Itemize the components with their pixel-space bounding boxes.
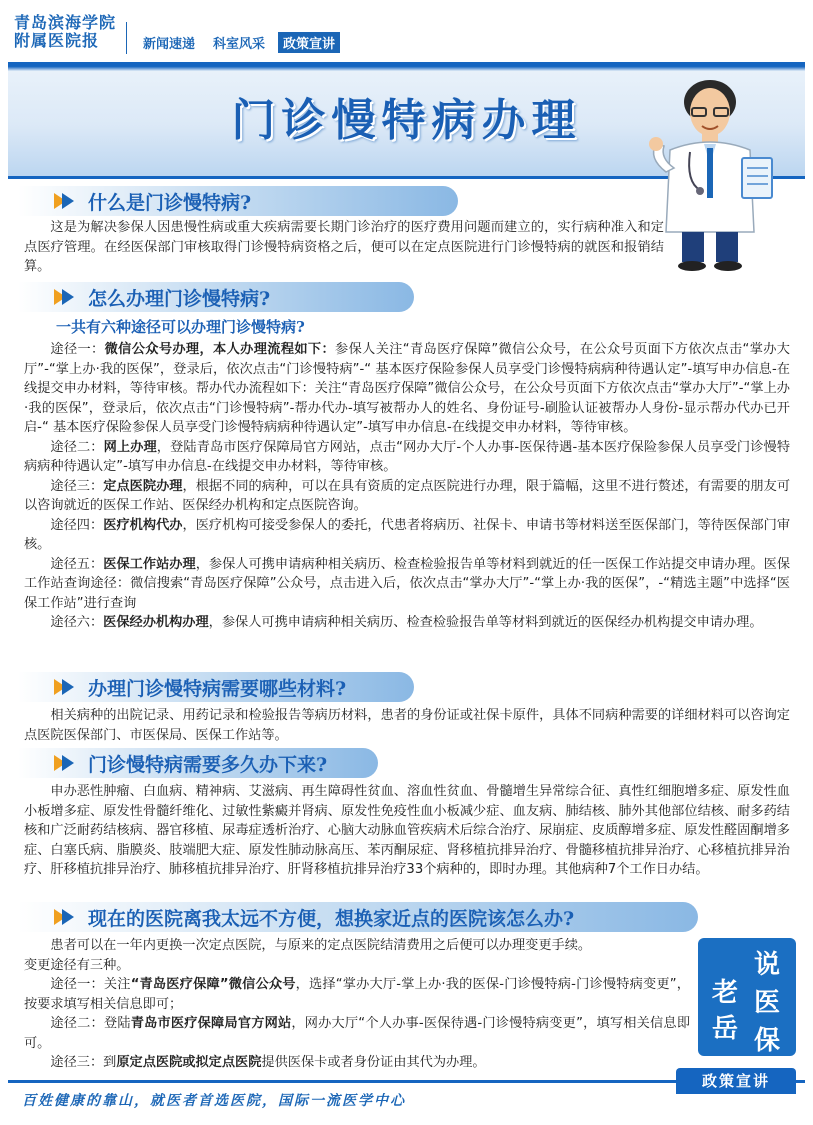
paragraph: 变更途径有三种。 [24, 957, 130, 973]
masthead [0, 0, 813, 62]
paragraph: 相关病种的出院记录、用药记录和检验报告等病历材料，患者的身份证或社保卡原件，具体不同病种需要的详细材料可以咨询定点医院医保部门、市医保局、医保工作站等。 [24, 708, 790, 743]
page-title: 门诊慢特病办理 [231, 95, 582, 146]
section-body-what-is [24, 218, 664, 277]
double-arrow-icon [54, 907, 74, 927]
method-2: 途径二：网上办理，登陆青岛市医疗保障局官方网站，点击“网办大厅-个人办事-医保待遇-基本医疗保险参保人员享受门诊慢特病病种待遇认定”-填写申办信息-在线提交申办材料，等待审核。 [24, 439, 791, 474]
section-body-duration [24, 782, 790, 880]
double-arrow-icon [54, 287, 74, 307]
paragraph: 申办恶性肿瘤、白血病、精神病、艾滋病、再生障碍性贫血、溶血性贫血、骨髓增生异常综合征、真性红细胞增多症、原发性血小板增多症、原发性骨髓纤维化、过敏性紫癜并肾病、原发性免疫性血小板减少症、血友病、肺结核、肺外其他部位结核、耐多药结核和广泛耐药结核病、器官移植、尿毒症透析治疗、心脑大动脉血管疾病术后综合治疗、尿崩症、皮质醇增多症、原发性醛固酮增多症、白塞氏病、脂膜炎、肢端肥大症、原发性肺动脉高压、苯丙酮尿症、肾移植抗排异治疗、骨髓移植抗排异治疗、心移植抗排异治疗、肝移植抗排异治疗、肺移植抗排异治疗、肝肾移植抗排异治疗33个病种的，即时办理。其他病种7个工作日办结。 [24, 784, 790, 877]
section-heading-change-hospital [18, 902, 698, 932]
newspaper-name-line1: 青岛滨海学院 [14, 13, 117, 32]
nav-policy[interactable]: 政策宣讲 [278, 32, 340, 53]
badge-char: 保 [754, 1026, 781, 1056]
paragraph: 这是为解决参保人因患慢性病或重大疾病需要长期门诊治疗的医疗费用问题而建立的，实行病种准入和定点医疗管理。在经医保部门审核取得门诊慢特病资格之后，便可以在定点医院进行门诊慢特病的就医和报销结算。 [24, 220, 664, 274]
nav-departments[interactable]: 科室风采 [213, 37, 266, 52]
section-title: 门诊慢特病需要多久办下来? [88, 753, 328, 776]
section-body-materials [24, 706, 790, 745]
badge-char: 医 [754, 988, 781, 1018]
section-heading-duration [18, 748, 378, 778]
change-method-2: 途径二：登陆青岛市医疗保障局官方网站，网办大厅“个人办事-医保待遇-门诊慢特病变更”，填写相关信息即可。 [24, 1016, 691, 1051]
section-body-how-to [24, 340, 790, 633]
masthead-divider [126, 22, 127, 54]
section-title: 怎么办理门诊慢特病? [88, 287, 271, 310]
section-title: 办理门诊慢特病需要哪些材料? [88, 677, 347, 700]
sub-heading: 一共有六种途径可以办理门诊慢特病? [56, 318, 305, 336]
method-3: 途径三：定点医院办理，根据不同的病种，可以在具有资质的定点医院进行办理，限于篇幅，这里不进行赘述，有需要的朋友可以咨询就近的医保工作站、医保经办机构和定点医院咨询。 [24, 478, 791, 513]
method-5: 途径五：医保工作站办理，参保人可携申请病种相关病历、检查检验报告单等材料到就近的任一医保工作站提交申请办理。医保工作站查询途径：微信搜索“青岛医疗保障”公众号，点击进入后，依次点击“掌办大厅”-“掌上办·我的医保”，-“精选主题”中选择“医保工作站”进行查询 [24, 556, 791, 611]
section-nav [138, 32, 340, 53]
section-heading-how-to [18, 282, 414, 312]
change-method-1: 途径一：关注“青岛医疗保障”微信公众号，选择“掌办大厅-掌上办·我的医保-门诊慢特病-门诊慢特病变更”，按要求填写相关信息即可； [24, 977, 690, 1012]
method-4: 途径四：医疗机构代办，医疗机构可接受参保人的委托，代患者将病历、社保卡、申请书等材料送至医保部门，等待医保部门审核。 [24, 517, 791, 552]
badge-char: 老 [712, 978, 739, 1008]
footer-slogan: 百姓健康的靠山，就医者首选医院，国际一流医学中心 [22, 1093, 406, 1109]
section-title: 什么是门诊慢特病? [88, 191, 252, 214]
double-arrow-icon [54, 753, 74, 773]
section-body-change-hospital [24, 936, 690, 1073]
paragraph: 患者可以在一年内更换一次定点医院，与原来的定点医院结清费用之后便可以办理变更手续。 [50, 938, 592, 953]
method-6: 途径六：医保经办机构办理，参保人可携申请病种相关病历、检查检验报告单等材料到就近的医保经办机构提交申请办理。 [50, 615, 763, 630]
section-heading-what-is [18, 186, 458, 216]
newspaper-name-line2: 附属医院报 [14, 31, 100, 50]
change-method-3: 途径三：到原定点医院或拟定点医院提供医保卡或者身份证由其代为办理。 [50, 1055, 486, 1070]
footer-section-tab: 政策宣讲 [676, 1068, 796, 1094]
double-arrow-icon [54, 191, 74, 211]
nav-news[interactable]: 新闻速递 [143, 37, 196, 52]
badge-char: 岳 [712, 1014, 739, 1044]
double-arrow-icon [54, 677, 74, 697]
newspaper-name [14, 14, 116, 50]
method-1: 途径一：微信公众号办理，本人办理流程如下：参保人关注“青岛医疗保障”微信公众号，在公众号页面下方依次点击“掌办大厅”-“掌上办·我的医保”，登录后，依次点击“门诊慢特病”-“ 基本医疗保险参保人员享受门诊慢特病病种待遇认定”-填写申办信息-在线提交申办材料，等待审核。帮办代办流程如下：关注“青岛医疗保障”微信公众号，在公众号页面下方依次点击“掌办大厅”-“掌上办·我的医保”，登录后，依次点击“门诊慢特病”-帮办代办-填写被帮办人的姓名、身份证号-刷脸认证被帮办人身份-显示帮办代办已开启-“ 基本医疗保险参保人员享受门诊慢特病病种待遇认定”-填写申办信息-在线提交申办材料，等待审核。 [24, 342, 790, 435]
column-badge [698, 938, 796, 1056]
badge-char: 说 [754, 950, 781, 980]
section-title: 现在的医院离我太远不方便，想换家近点的医院该怎么办? [88, 907, 575, 930]
section-heading-materials [18, 672, 414, 702]
